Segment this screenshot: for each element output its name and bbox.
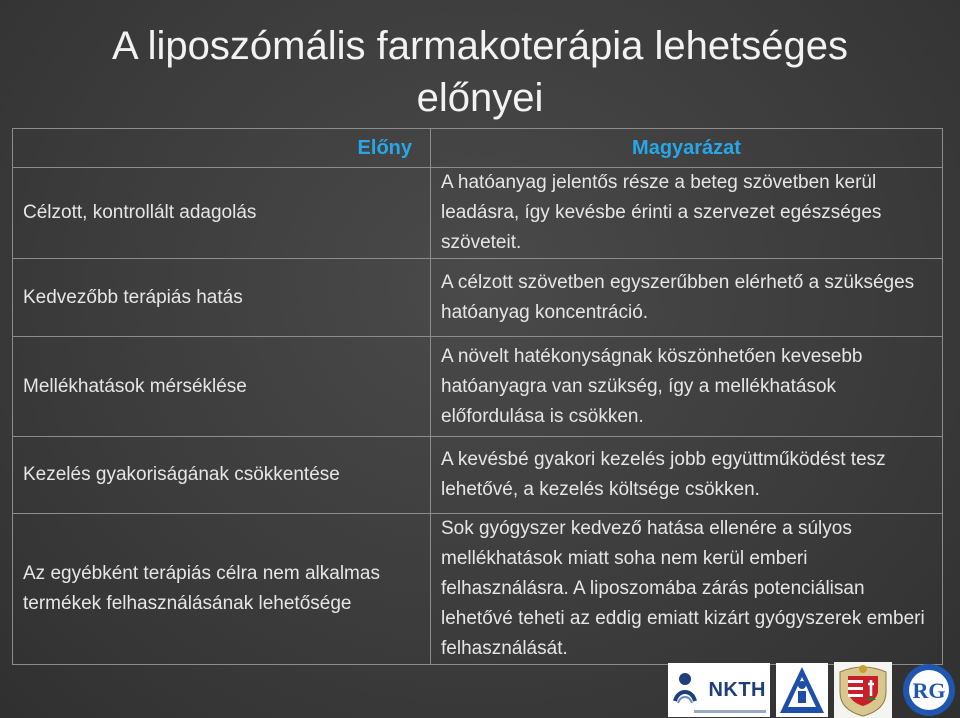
explanation-cell: A kevésbé gyakori kezelés jobb együttműködést tesz lehetővé, a kezelés költsége csökken. [431, 437, 943, 514]
table-header-row [13, 129, 943, 168]
header-advantage: Előny [13, 129, 431, 168]
table-row [13, 337, 943, 437]
sponsor-logos [668, 662, 960, 718]
nkth-logo-subtitle-bar [694, 710, 766, 713]
slide-title-line-2: előnyei [416, 76, 544, 120]
rg-logo-icon [898, 662, 960, 718]
triangle-logo-icon [776, 663, 828, 717]
explanation-cell: A növelt hatékonyságnak köszönhetően kevesebb hatóanyagra van szükség, így a mellékhatások előfordulása is csökken. [431, 337, 943, 437]
hungarian-crest-icon [834, 662, 892, 718]
table-row [13, 259, 943, 337]
slide-title [20, 20, 940, 124]
advantage-cell: Az egyébként terápiás célra nem alkalmas termékek felhasználásának lehetősége [13, 514, 431, 665]
header-explanation: Magyarázat [431, 129, 943, 168]
table-row [13, 168, 943, 259]
slide-title-line-1: A liposzómális farmakoterápia lehetséges [112, 24, 848, 68]
table-row [13, 514, 943, 665]
advantage-cell: Kedvezőbb terápiás hatás [13, 259, 431, 337]
table-row [13, 437, 943, 514]
explanation-cell: A célzott szövetben egyszerűbben elérhető a szükséges hatóanyag koncentráció. [431, 259, 943, 337]
advantage-cell: Mellékhatások mérséklése [13, 337, 431, 437]
explanation-cell: A hatóanyag jelentős része a beteg szövetben kerül leadásra, így kevésbe érinti a szervezet egészséges szöveteit. [431, 168, 943, 259]
nkth-logo [668, 663, 770, 717]
nkth-swirl-icon [672, 671, 698, 705]
advantage-cell: Célzott, kontrollált adagolás [13, 168, 431, 259]
advantage-cell: Kezelés gyakoriságának csökkentése [13, 437, 431, 514]
advantages-table [12, 128, 943, 665]
rg-logo-text: RG [912, 678, 946, 703]
nkth-logo-text: NKTH [708, 678, 766, 701]
explanation-cell: Sok gyógyszer kedvező hatása ellenére a súlyos mellékhatások miatt soha nem kerül emberi felhasználásra. A liposzomába zárás potenciálisan lehetővé teheti az eddig emiatt kizárt gyógyszerek emberi felhasználását. [431, 514, 943, 665]
